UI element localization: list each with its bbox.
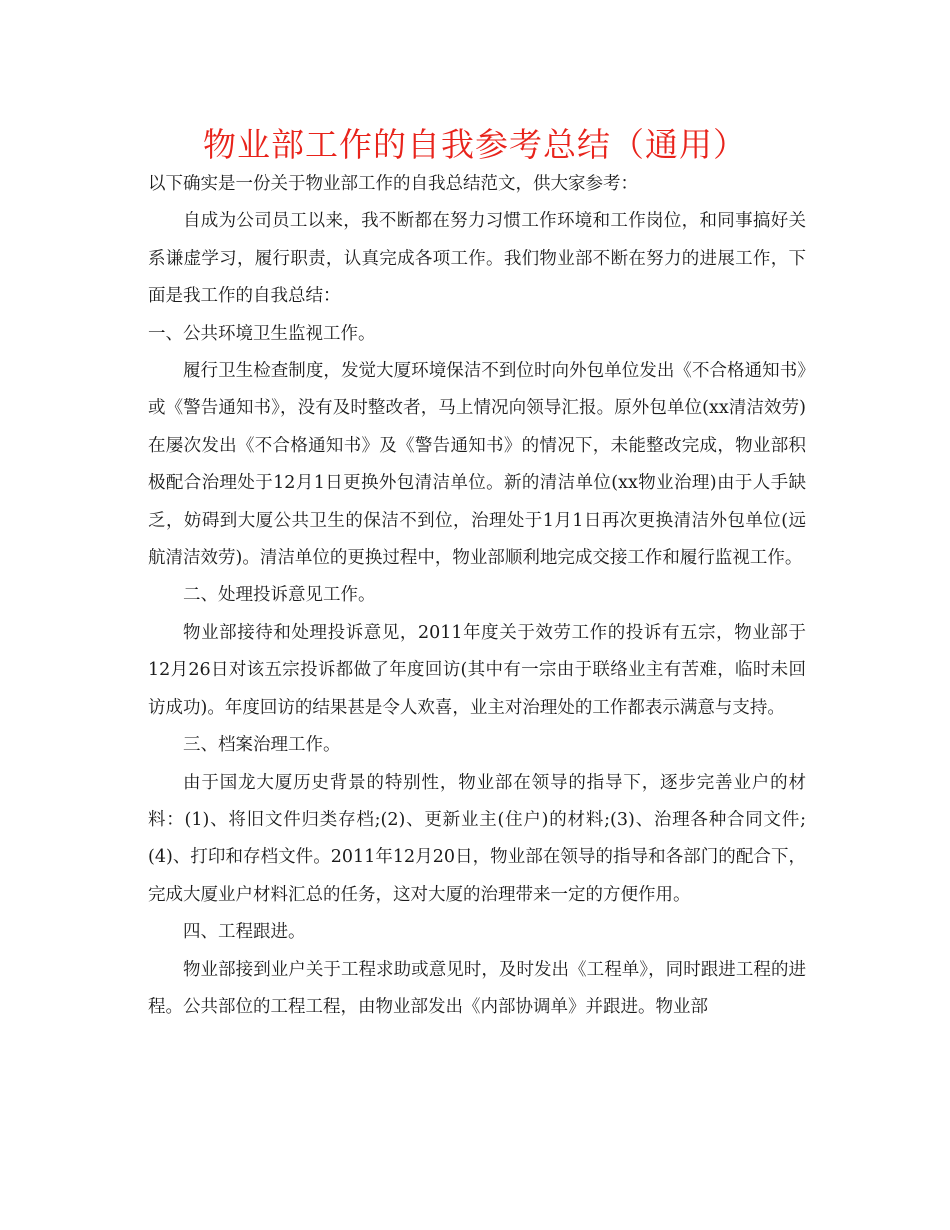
section-heading-4: 四、工程跟进。: [183, 922, 306, 943]
section-heading-2: 二、处理投诉意见工作。: [183, 585, 376, 606]
paragraph-section-1: 履行卫生检查制度，发觉大厦环境保洁不到位时向外包单位发出《不合格通知书》或《警告通知书》，没有及时整改者，马上情况向领导汇报。原外包单位(xx清洁效劳)在屡次发出《不合格通知书》及《警告通知书》的情况下，未能整改完成，物业部积极配合治理处于12月1日更换外包清洁单位。新的清洁单位(xx物业治理)由于人手缺乏，妨碍到大厦公共卫生的保洁不到位，治理处于1月1日再次更换清洁外包单位(远航清洁效劳)。清洁单位的更换过程中，物业部顺利地完成交接工作和履行监视工作。: [148, 361, 806, 569]
paragraph-section-3: 由于国龙大厦历史背景的特别性，物业部在领导的指导下，逐步完善业户的材料：(1)、将旧文件归类存档;(2)、更新业主(住户)的材料;(3)、治理各种合同文件;(4)、打印和存档文件。2011年12月20日，物业部在领导的指导和各部门的配合下，完成大厦业户材料汇总的任务，这对大厦的治理带来一定的方便作用。: [148, 772, 806, 905]
section-heading-3: 三、档案治理工作。: [183, 735, 341, 756]
section-heading-1: 一、公共环境卫生监视工作。: [148, 323, 376, 344]
paragraph-intro: 以下确实是一份关于物业部工作的自我总结范文，供大家参考：: [148, 174, 638, 194]
paragraph-section-4: 物业部接到业户关于工程求助或意见时，及时发出《工程单》，同时跟进工程的进程。公共部位的工程工程，由物业部发出《内部协调单》并跟进。物业部: [148, 959, 806, 1017]
paragraph-opening: 自成为公司员工以来，我不断都在努力习惯工作环境和工作岗位，和同事搞好关系谦虚学习，履行职责，认真完成各项工作。我们物业部不断在努力的进展工作，下面是我工作的自我总结：: [148, 211, 806, 307]
document-title: 物业部工作的自我参考总结（通用）: [203, 125, 747, 164]
paragraph-section-2: 物业部接待和处理投诉意见，2011年度关于效劳工作的投诉有五宗，物业部于12月26日对该五宗投诉都做了年度回访(其中有一宗由于联络业主有苦难，临时未回访成功)。年度回访的结果甚是令人欢喜，业主对治理处的工作都表示满意与支持。: [148, 622, 806, 718]
document-body: [148, 166, 806, 1026]
